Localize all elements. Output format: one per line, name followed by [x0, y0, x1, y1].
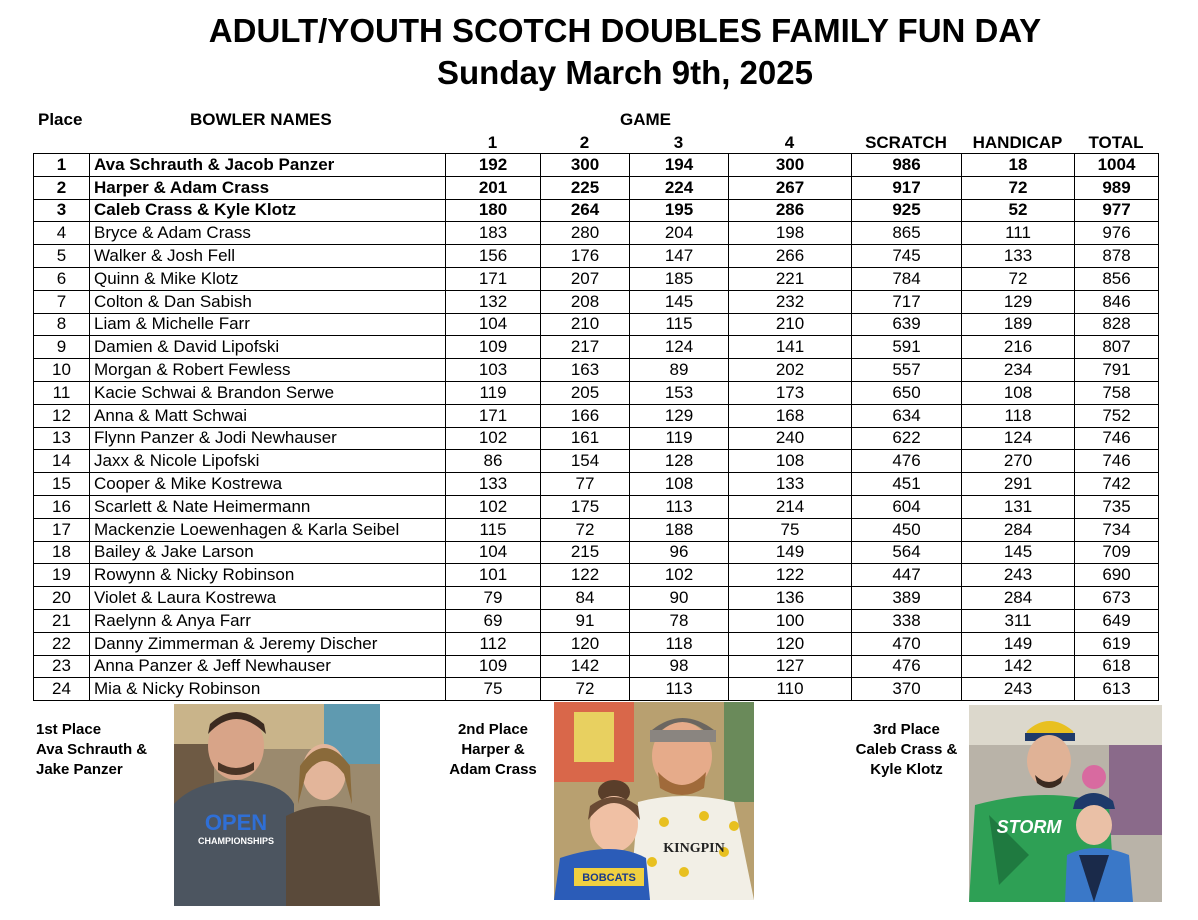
cell-g2: 208: [541, 290, 630, 313]
cell-place: 24: [34, 678, 90, 701]
cell-scratch: 591: [852, 336, 962, 359]
table-row: [34, 541, 1159, 564]
cell-names: Bailey & Jake Larson: [90, 541, 446, 564]
table-row: [34, 678, 1159, 701]
cell-names: Cooper & Mike Kostrewa: [90, 473, 446, 496]
shirt-text: OPEN: [204, 810, 268, 835]
cell-g2: 176: [541, 245, 630, 268]
cell-handicap: 234: [962, 359, 1075, 382]
cell-total: 746: [1075, 450, 1159, 473]
cell-g4: 210: [729, 313, 852, 336]
cell-g3: 145: [630, 290, 729, 313]
cell-g1: 171: [446, 404, 541, 427]
cell-g3: 147: [630, 245, 729, 268]
cell-names: Raelynn & Anya Farr: [90, 609, 446, 632]
cell-g2: 175: [541, 495, 630, 518]
cell-handicap: 72: [962, 267, 1075, 290]
cell-handicap: 118: [962, 404, 1075, 427]
header-place: Place: [38, 110, 83, 129]
cell-scratch: 470: [852, 632, 962, 655]
cell-g2: 207: [541, 267, 630, 290]
cell-handicap: 145: [962, 541, 1075, 564]
cell-names: Kacie Schwai & Brandon Serwe: [90, 381, 446, 404]
cell-g1: 86: [446, 450, 541, 473]
cell-g1: 102: [446, 427, 541, 450]
cell-total: 976: [1075, 222, 1159, 245]
cell-names: Anna & Matt Schwai: [90, 404, 446, 427]
cell-g1: 115: [446, 518, 541, 541]
cell-g1: 180: [446, 199, 541, 222]
caption-line: 2nd Place: [457, 721, 529, 738]
cell-scratch: 917: [852, 176, 962, 199]
cell-g1: 112: [446, 632, 541, 655]
cell-total: 989: [1075, 176, 1159, 199]
cell-names: Bryce & Adam Crass: [90, 222, 446, 245]
cell-handicap: 284: [962, 518, 1075, 541]
cell-g2: 77: [541, 473, 630, 496]
cell-place: 17: [34, 518, 90, 541]
cell-total: 758: [1075, 381, 1159, 404]
cell-g3: 96: [630, 541, 729, 564]
cell-scratch: 451: [852, 473, 962, 496]
cell-g3: 188: [630, 518, 729, 541]
cell-place: 22: [34, 632, 90, 655]
cell-g2: 264: [541, 199, 630, 222]
cell-total: 878: [1075, 245, 1159, 268]
cell-g3: 108: [630, 473, 729, 496]
cell-g2: 120: [541, 632, 630, 655]
cell-handicap: 270: [962, 450, 1075, 473]
header-game: GAME: [620, 110, 671, 129]
cell-place: 8: [34, 313, 90, 336]
cell-total: 618: [1075, 655, 1159, 678]
cell-g1: 75: [446, 678, 541, 701]
cell-g3: 129: [630, 404, 729, 427]
cell-g2: 72: [541, 518, 630, 541]
cell-scratch: 622: [852, 427, 962, 450]
cell-place: 18: [34, 541, 90, 564]
cell-g4: 232: [729, 290, 852, 313]
table-row: [34, 473, 1159, 496]
cell-g4: 267: [729, 176, 852, 199]
cell-g3: 115: [630, 313, 729, 336]
cell-g2: 163: [541, 359, 630, 382]
cell-g4: 240: [729, 427, 852, 450]
table-row: [34, 564, 1159, 587]
header-game-1: 1: [487, 133, 498, 152]
cell-handicap: 18: [962, 154, 1075, 177]
caption-line: Ava Schrauth &: [36, 741, 148, 758]
third-place-caption: [850, 720, 963, 780]
cell-g3: 128: [630, 450, 729, 473]
cell-g1: 109: [446, 655, 541, 678]
cell-g1: 171: [446, 267, 541, 290]
cell-names: Ava Schrauth & Jacob Panzer: [90, 154, 446, 177]
table-row: [34, 632, 1159, 655]
cell-g4: 122: [729, 564, 852, 587]
table-row: [34, 404, 1159, 427]
cell-g1: 69: [446, 609, 541, 632]
second-place-caption: [445, 720, 541, 780]
cell-g3: 185: [630, 267, 729, 290]
cell-place: 5: [34, 245, 90, 268]
cell-place: 19: [34, 564, 90, 587]
cell-place: 4: [34, 222, 90, 245]
cell-g1: 156: [446, 245, 541, 268]
cell-handicap: 189: [962, 313, 1075, 336]
cell-handicap: 311: [962, 609, 1075, 632]
caption-line: Caleb Crass &: [855, 741, 958, 758]
cell-place: 3: [34, 199, 90, 222]
cell-handicap: 129: [962, 290, 1075, 313]
cell-g3: 90: [630, 587, 729, 610]
cell-names: Flynn Panzer & Jodi Newhauser: [90, 427, 446, 450]
cell-g2: 300: [541, 154, 630, 177]
cell-place: 14: [34, 450, 90, 473]
cell-g4: 173: [729, 381, 852, 404]
table-row: [34, 609, 1159, 632]
header-scratch: SCRATCH: [865, 133, 947, 152]
cell-g2: 161: [541, 427, 630, 450]
caption-line: Harper &: [461, 741, 525, 758]
cell-place: 23: [34, 655, 90, 678]
cell-g2: 72: [541, 678, 630, 701]
cell-total: 828: [1075, 313, 1159, 336]
cell-g4: 286: [729, 199, 852, 222]
cell-g4: 120: [729, 632, 852, 655]
table-row: [34, 518, 1159, 541]
caption-line: Kyle Klotz: [870, 761, 943, 778]
cell-g1: 104: [446, 541, 541, 564]
cell-g1: 201: [446, 176, 541, 199]
cell-handicap: 243: [962, 678, 1075, 701]
cell-handicap: 142: [962, 655, 1075, 678]
cell-g1: 133: [446, 473, 541, 496]
cell-g4: 149: [729, 541, 852, 564]
cell-total: 619: [1075, 632, 1159, 655]
cell-g3: 195: [630, 199, 729, 222]
caption-line: Adam Crass: [449, 761, 537, 778]
cell-g3: 119: [630, 427, 729, 450]
cell-g2: 217: [541, 336, 630, 359]
header-handicap: HANDICAP: [972, 133, 1063, 152]
cell-place: 11: [34, 381, 90, 404]
cell-scratch: 650: [852, 381, 962, 404]
cell-names: Scarlett & Nate Heimermann: [90, 495, 446, 518]
table-row: [34, 313, 1159, 336]
cell-names: Quinn & Mike Klotz: [90, 267, 446, 290]
cell-scratch: 717: [852, 290, 962, 313]
cell-g4: 108: [729, 450, 852, 473]
cell-handicap: 108: [962, 381, 1075, 404]
cell-handicap: 52: [962, 199, 1075, 222]
cell-names: Anna Panzer & Jeff Newhauser: [90, 655, 446, 678]
cell-scratch: 634: [852, 404, 962, 427]
cell-scratch: 557: [852, 359, 962, 382]
cell-g1: 103: [446, 359, 541, 382]
cell-g3: 89: [630, 359, 729, 382]
cell-g2: 280: [541, 222, 630, 245]
cell-names: Mia & Nicky Robinson: [90, 678, 446, 701]
caption-line: Jake Panzer: [36, 761, 123, 778]
cell-g1: 132: [446, 290, 541, 313]
cell-total: 856: [1075, 267, 1159, 290]
cell-g2: 142: [541, 655, 630, 678]
cell-names: Harper & Adam Crass: [90, 176, 446, 199]
shirt-text: BOBCATS: [582, 872, 636, 884]
cell-scratch: 865: [852, 222, 962, 245]
cell-g1: 102: [446, 495, 541, 518]
cell-place: 16: [34, 495, 90, 518]
first-place-caption: [36, 720, 147, 780]
cell-total: 690: [1075, 564, 1159, 587]
cell-g2: 154: [541, 450, 630, 473]
cell-g2: 225: [541, 176, 630, 199]
page-title: ADULT/YOUTH SCOTCH DOUBLES FAMILY FUN DAY: [208, 12, 1042, 49]
cell-place: 21: [34, 609, 90, 632]
cell-total: 791: [1075, 359, 1159, 382]
cell-total: 613: [1075, 678, 1159, 701]
cell-g2: 166: [541, 404, 630, 427]
cell-g4: 133: [729, 473, 852, 496]
cell-g3: 118: [630, 632, 729, 655]
cell-g1: 119: [446, 381, 541, 404]
cell-scratch: 745: [852, 245, 962, 268]
cell-scratch: 389: [852, 587, 962, 610]
table-row: [34, 381, 1159, 404]
cell-g4: 100: [729, 609, 852, 632]
cell-g2: 122: [541, 564, 630, 587]
cell-scratch: 925: [852, 199, 962, 222]
cell-scratch: 476: [852, 655, 962, 678]
first-place-photo: [174, 704, 380, 906]
event-date: Sunday March 9th, 2025: [437, 54, 813, 91]
cell-names: Jaxx & Nicole Lipofski: [90, 450, 446, 473]
cell-handicap: 243: [962, 564, 1075, 587]
cell-total: 746: [1075, 427, 1159, 450]
cell-g1: 192: [446, 154, 541, 177]
cell-place: 20: [34, 587, 90, 610]
cell-g1: 109: [446, 336, 541, 359]
cell-total: 977: [1075, 199, 1159, 222]
cell-handicap: 216: [962, 336, 1075, 359]
header-bowler-names: BOWLER NAMES: [190, 110, 332, 129]
cell-place: 15: [34, 473, 90, 496]
table-row: [34, 359, 1159, 382]
cell-names: Damien & David Lipofski: [90, 336, 446, 359]
cell-total: 1004: [1075, 154, 1159, 177]
cell-g1: 79: [446, 587, 541, 610]
cell-g3: 102: [630, 564, 729, 587]
cell-names: Mackenzie Loewenhagen & Karla Seibel: [90, 518, 446, 541]
cell-names: Danny Zimmerman & Jeremy Discher: [90, 632, 446, 655]
cell-scratch: 604: [852, 495, 962, 518]
header-game-4: 4: [784, 133, 795, 152]
cell-total: 709: [1075, 541, 1159, 564]
cell-place: 7: [34, 290, 90, 313]
cell-g3: 153: [630, 381, 729, 404]
header-total: TOTAL: [1088, 133, 1144, 152]
cell-names: Caleb Crass & Kyle Klotz: [90, 199, 446, 222]
cell-handicap: 291: [962, 473, 1075, 496]
cell-g2: 84: [541, 587, 630, 610]
caption-line: 1st Place: [36, 721, 102, 738]
cell-g4: 127: [729, 655, 852, 678]
third-place-photo: [969, 705, 1162, 902]
cell-scratch: 784: [852, 267, 962, 290]
cell-handicap: 284: [962, 587, 1075, 610]
table-row: [34, 450, 1159, 473]
header-game-3: 3: [673, 133, 684, 152]
cell-handicap: 72: [962, 176, 1075, 199]
cell-g2: 91: [541, 609, 630, 632]
results-table: [33, 153, 1159, 701]
cell-total: 752: [1075, 404, 1159, 427]
cell-g3: 124: [630, 336, 729, 359]
cell-total: 846: [1075, 290, 1159, 313]
cell-g4: 300: [729, 154, 852, 177]
cell-names: Violet & Laura Kostrewa: [90, 587, 446, 610]
cell-g1: 183: [446, 222, 541, 245]
cell-g4: 221: [729, 267, 852, 290]
header-game-2: 2: [579, 133, 590, 152]
cell-g3: 78: [630, 609, 729, 632]
table-row: [34, 336, 1159, 359]
cell-g4: 168: [729, 404, 852, 427]
cell-g2: 205: [541, 381, 630, 404]
cell-g4: 75: [729, 518, 852, 541]
caption-line: 3rd Place: [873, 721, 940, 738]
cell-total: 807: [1075, 336, 1159, 359]
cell-total: 649: [1075, 609, 1159, 632]
cell-names: Rowynn & Nicky Robinson: [90, 564, 446, 587]
cell-g1: 101: [446, 564, 541, 587]
cell-g4: 141: [729, 336, 852, 359]
cell-place: 12: [34, 404, 90, 427]
table-row: [34, 495, 1159, 518]
cell-place: 13: [34, 427, 90, 450]
cell-total: 734: [1075, 518, 1159, 541]
table-row: [34, 176, 1159, 199]
cell-total: 735: [1075, 495, 1159, 518]
cell-scratch: 447: [852, 564, 962, 587]
shirt-subtext: CHAMPIONSHIPS: [197, 836, 275, 846]
cell-g3: 204: [630, 222, 729, 245]
cell-handicap: 149: [962, 632, 1075, 655]
table-row: [34, 655, 1159, 678]
table-row: [34, 245, 1159, 268]
cell-scratch: 338: [852, 609, 962, 632]
cell-g3: 113: [630, 495, 729, 518]
cell-g3: 98: [630, 655, 729, 678]
cell-scratch: 986: [852, 154, 962, 177]
cell-g1: 104: [446, 313, 541, 336]
cell-scratch: 370: [852, 678, 962, 701]
cell-place: 10: [34, 359, 90, 382]
cell-scratch: 476: [852, 450, 962, 473]
cell-g4: 198: [729, 222, 852, 245]
cell-g4: 136: [729, 587, 852, 610]
table-row: [34, 267, 1159, 290]
cell-total: 673: [1075, 587, 1159, 610]
cell-handicap: 124: [962, 427, 1075, 450]
shirt-text: KINGPIN: [663, 841, 725, 856]
cell-g4: 266: [729, 245, 852, 268]
cell-g4: 110: [729, 678, 852, 701]
cell-scratch: 450: [852, 518, 962, 541]
table-row: [34, 222, 1159, 245]
cell-place: 2: [34, 176, 90, 199]
cell-g2: 210: [541, 313, 630, 336]
table-row: [34, 199, 1159, 222]
shirt-text: STORM: [996, 817, 1062, 837]
cell-place: 1: [34, 154, 90, 177]
table-row: [34, 154, 1159, 177]
second-place-photo: [554, 702, 754, 900]
cell-place: 6: [34, 267, 90, 290]
cell-handicap: 133: [962, 245, 1075, 268]
cell-scratch: 639: [852, 313, 962, 336]
cell-g3: 224: [630, 176, 729, 199]
cell-g4: 202: [729, 359, 852, 382]
table-row: [34, 587, 1159, 610]
cell-total: 742: [1075, 473, 1159, 496]
cell-place: 9: [34, 336, 90, 359]
cell-names: Colton & Dan Sabish: [90, 290, 446, 313]
cell-names: Morgan & Robert Fewless: [90, 359, 446, 382]
table-row: [34, 290, 1159, 313]
cell-handicap: 111: [962, 222, 1075, 245]
cell-g2: 215: [541, 541, 630, 564]
cell-handicap: 131: [962, 495, 1075, 518]
table-row: [34, 427, 1159, 450]
cell-scratch: 564: [852, 541, 962, 564]
cell-g3: 113: [630, 678, 729, 701]
cell-g4: 214: [729, 495, 852, 518]
cell-names: Liam & Michelle Farr: [90, 313, 446, 336]
cell-g3: 194: [630, 154, 729, 177]
cell-names: Walker & Josh Fell: [90, 245, 446, 268]
